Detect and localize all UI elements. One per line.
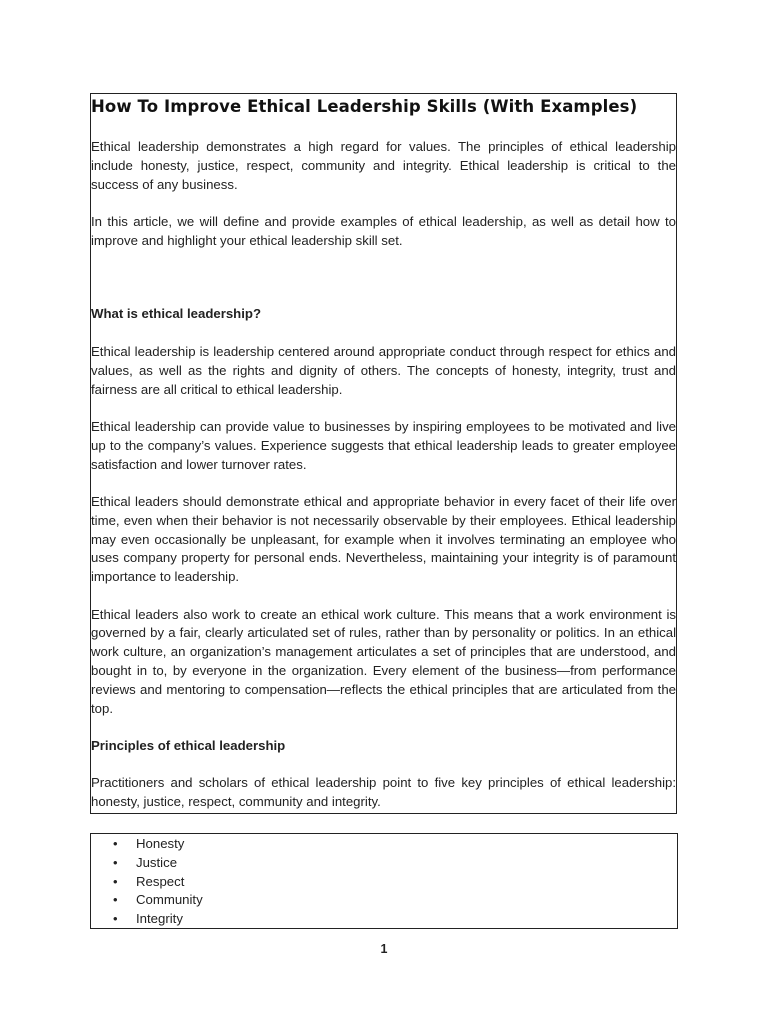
- section2-paragraph: Practitioners and scholars of ethical leadership point to five key principles of ethical leadership: honesty, justice, respect, community and integrity.: [91, 775, 676, 809]
- list-item-label: Honesty: [136, 836, 185, 851]
- section1-paragraph-3: Ethical leaders should demonstrate ethical and appropriate behavior in every facet of their life over time, even when their behavior is not necessarily observable by their employees. Ethical leadership may even occasionally be unpleasant, for example when it involves terminating an employee who uses company property for personal ends. Nevertheless, maintaining your integrity is of paramount importance to leadership.: [91, 494, 676, 585]
- bullet-icon: •: [113, 911, 118, 927]
- section1-paragraph-4: Ethical leaders also work to create an ethical work culture. This means that a work environment is governed by a fair, clearly articulated set of rules, rather than by personality or politics. In an ethical work culture, an organization’s management articulates a set of principles that are understood, and bought in to, by everyone in the organization. Every element of the business—from performance reviews and mentoring to compensation—reflects the ethical principles that are articulated from the top.: [91, 606, 676, 716]
- page-number: 1: [380, 942, 388, 956]
- list-item-label: Respect: [136, 873, 185, 889]
- intro-paragraph-2: In this article, we will define and provide examples of ethical leadership, as well as detail how to improve and highlight your ethical leadership skill set.: [91, 213, 676, 248]
- section-heading-what-is: What is ethical leadership?: [91, 306, 262, 322]
- list-item: [91, 873, 677, 892]
- main-text-box: [90, 93, 677, 814]
- section-heading-principles: Principles of ethical leadership: [91, 737, 286, 753]
- document-title: How To Improve Ethical Leadership Skills (With Examples): [91, 97, 638, 116]
- principles-list: [91, 834, 677, 929]
- section1-paragraph-1: Ethical leadership is leadership centered around appropriate conduct through respect for ethics and values, as well as the rights and dignity of others. The concepts of honesty, integrity, trust and fairness are all critical to ethical leadership.: [91, 344, 676, 397]
- bullet-icon: •: [113, 873, 118, 889]
- list-item-label: Justice: [136, 854, 178, 870]
- list-item: [91, 854, 677, 873]
- bullet-icon: •: [113, 854, 118, 870]
- list-item-label: Community: [136, 892, 203, 908]
- list-item: [91, 835, 677, 854]
- bullet-icon: •: [113, 892, 118, 908]
- section1-paragraph-2: Ethical leadership can provide value to businesses by inspiring employees to be motivated and live up to the company’s values. Experience suggests that ethical leadership leads to greater employee satisfaction and lower turnover rates.: [91, 419, 676, 472]
- list-item: [91, 891, 677, 910]
- bullet-icon: •: [113, 836, 118, 851]
- principles-list-box: [90, 833, 678, 929]
- list-item: [91, 910, 677, 929]
- list-item-label: Integrity: [136, 911, 183, 927]
- intro-paragraph-1: Ethical leadership demonstrates a high regard for values. The principles of ethical leadership include honesty, justice, respect, community and integrity. Ethical leadership is critical to the success of any business.: [91, 139, 676, 192]
